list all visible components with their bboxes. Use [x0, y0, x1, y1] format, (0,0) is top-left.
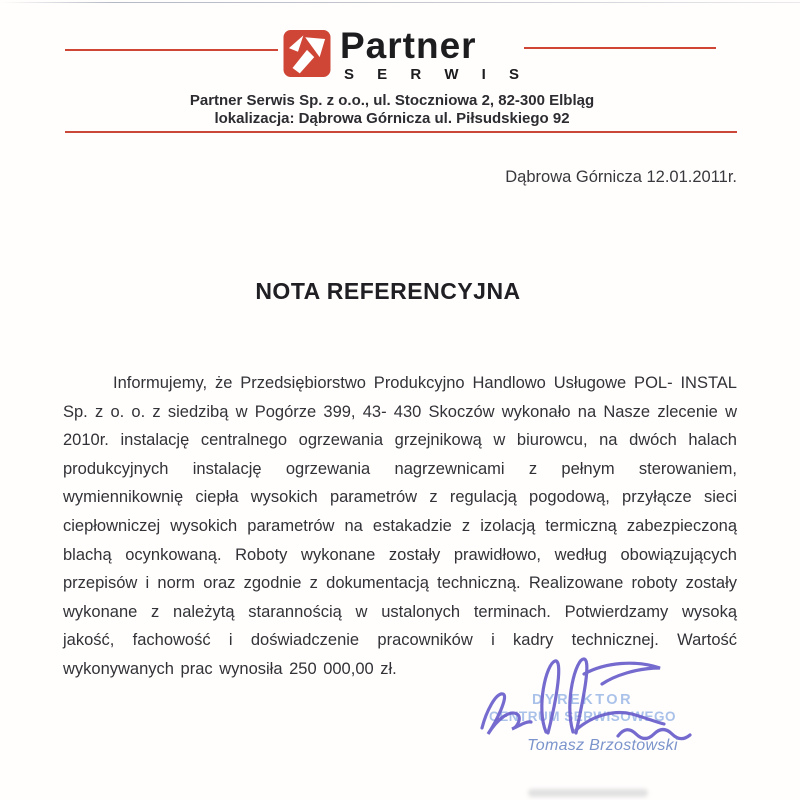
document-title: NOTA REFERENCYJNA	[255, 278, 521, 304]
partner-arrow-icon	[283, 30, 331, 77]
logo-text	[340, 27, 529, 83]
logo-brand-text: Partner	[340, 25, 477, 66]
stamp-title: DYREKTOR	[531, 692, 634, 708]
stamp-subtitle: CENTRUM SERWISOWEGO	[488, 709, 676, 724]
signatory-name: Tomasz Brzostowski	[527, 737, 678, 754]
company-address-line1: Partner Serwis Sp. z o.o., ul. Stoczniowa 2, 82-300 Elbląg	[189, 92, 595, 109]
letterhead-divider	[65, 131, 737, 133]
logo-sub-text: S E R W I S	[344, 66, 529, 83]
date-line: Dąbrowa Górnicza 12.01.2011r.	[505, 168, 737, 186]
signature-block	[460, 648, 740, 768]
company-address-line2: lokalizacja: Dąbrowa Górnicza ul. Piłsudskiego 92	[214, 110, 570, 127]
letterhead-rule-right	[524, 47, 716, 49]
body-paragraph: Informujemy, że Przedsiębiorstwo Produkcyjno Handlowo Usługowe POL- INSTAL Sp. z o. o. z siedzibą w Pogórze 399, 43- 430 Skoczów wykonało na Nasze zlecenie w 2010r. instalację centralnego ogrzewania grzejnikową w biurowcu, na dwóch halach produkcyjnych instalację ogrzewania nagrzewnicami z pełnym sterowaniem, wymiennikownię ciepła wysokich parametrów z regulacją pogodową, przyłącze sieci ciepłowniczej wysokich parametrów na estakadzie z izolacją termiczną zabezpieczoną blachą ocynkowaną. Roboty wykonane zostały prawidłowo, według obowiązujących przepisów i norm oraz zgodnie z dokumentacją techniczną. Realizowane roboty zostały wykonane z należytą starannością w ustalonych terminach. Potwierdzamy wysoką jakość, fachowość i doświadczenie pracowników i kadry technicznej. Wartość wykonywanych prac wynosiła 250 000,00 zł.	[63, 374, 737, 678]
partner-serwis-logo	[283, 27, 529, 83]
letterhead-rule-left	[65, 49, 278, 51]
scan-artifact-top-edge	[0, 2, 800, 3]
scan-artifact-bottom	[528, 789, 648, 797]
